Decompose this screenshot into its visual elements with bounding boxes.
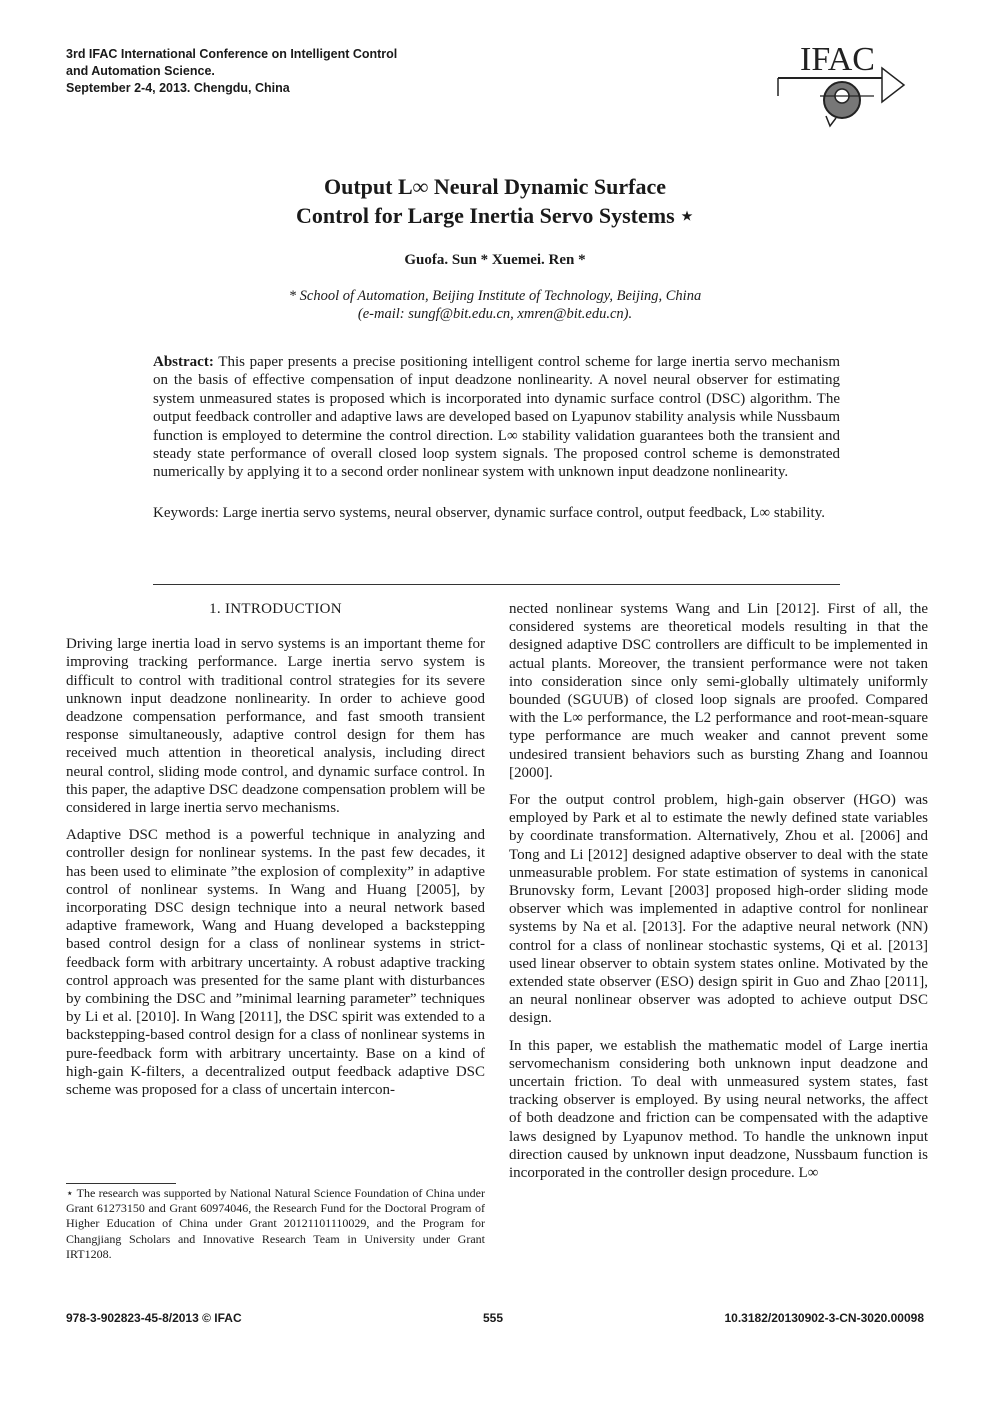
- abstract-text: This paper presents a precise positioning intelligent control scheme for large inertia servo mechanism on the basis of effective compensation of input deadzone nonlinearity. A novel neural observer for estimating system unmeasured states is proposed which is incorporated into dynamic surface control (DSC) algorithm. The output feedback controller and adaptive laws are developed based on Lyapunov stability analysis while Nussbaum function is employed to determine the control direction. L∞ stability validation guarantees both the transient and steady state performance of overall closed loop system signals. The proposed control scheme is demonstrated numerically by applying it to a second order nonlinear system with unknown input deadzone nonlinearity.: [153, 354, 840, 481]
- footnote-rule: [66, 1183, 176, 1184]
- conference-line-3: September 2-4, 2013. Chengdu, China: [66, 81, 290, 95]
- page-footer: [66, 1311, 924, 1327]
- paragraph: Driving large inertia load in servo systems is an important theme for improving tracking performance. Large inertia servo system is difficult to control with traditional control strategies for its severe unknown input deadzone nonlinearity. In order to achieve good deadzone compensation performance, and fast smooth transient response simultaneously, adaptive control design for them has received much attention in theoretical analysis, including direct neural control, sliding mode control, and dynamic surface control. In this paper, the adaptive DSC deadzone compensation problem will be considered in large inertia servo mechanisms.: [66, 636, 485, 817]
- left-column: [66, 600, 485, 1108]
- title-footnote-star: ⋆: [680, 203, 694, 228]
- affiliation-line-2: (e-mail: sungf@bit.edu.cn, xmren@bit.edu.cn).: [357, 306, 633, 322]
- paragraph: For the output control problem, high-gain observer (HGO) was employed by Park et al to estimate the newly defined state variables by coordinate transformation. Alternatively, Zhou et al. [2006] and Tong and Li [2012] designed adaptive observer to deal with the state unmeasurable problem. For state estimation of systems in canonical Brunovsky form, Levant [2003] proposed high-order sliding mode observer which was implemented in adaptive control for nonlinear systems by Na et al. [2013]. For the adaptive neural network (NN) control for a class of nonlinear stochastic systems, Qi et al. [2013] used linear observer to obtain system states online. Motivated by the extended state observer (ESO) design spirit in Guo and Zhao [2011], an neural nonlinear observer was adopted to achieve output DSC design.: [509, 792, 928, 1027]
- page-number: 555: [483, 1311, 504, 1325]
- abstract-bottom-rule: [153, 584, 840, 585]
- abstract: [153, 353, 840, 482]
- affiliation: [90, 287, 900, 323]
- affiliation-line-1: * School of Automation, Beijing Institute of Technology, Beijing, China: [288, 288, 702, 304]
- right-column: [509, 600, 928, 1191]
- keywords: Keywords: Large inertia servo systems, neural observer, dynamic surface control, output feedback, L∞ stability.: [153, 504, 825, 521]
- conference-line-2: and Automation Science.: [66, 64, 215, 78]
- paragraph: Adaptive DSC method is a powerful technique in analyzing and controller design for nonlinear systems. In the past few decades, it has been used to eliminate ”the explosion of complexity” in adaptive control of nonlinear systems. In Wang and Huang [2005], by incorporating DSC design technique into a neural network based adaptive framework, Wang and Huang developed a backstepping based control design for a class of nonlinear systems in strict-feedback form with arbitrary uncertainty. A robust adaptive tracking control approach was presented for the same plant with disturbances by combining the DSC and ”minimal learning parameter” techniques by Li et al. [2010]. In Wang [2011], the DSC spirit was extended to a backstepping-based control design for a class of nonlinear systems in pure-feedback form with arbitrary uncertainty. Base on a kind of high-gain K-filters, a decentralized output feedback adaptive DSC scheme was proposed for a class of uncertain intercon-: [66, 827, 485, 1099]
- abstract-block: [153, 353, 840, 522]
- paper-title-line-1: Output L∞ Neural Dynamic Surface: [323, 174, 666, 199]
- paper-title-line-2-text: Control for Large Inertia Servo Systems: [296, 203, 675, 228]
- authors: Guofa. Sun * Xuemei. Ren *: [404, 252, 586, 268]
- section-heading-introduction: 1. INTRODUCTION: [209, 601, 342, 617]
- paragraph: In this paper, we establish the mathematic model of Large inertia servomechanism considering both unknown input deadzone and uncertain friction. To deal with unmeasured system states, fast tracking observer is employed. By using neural networks, the affect of both deadzone and friction can be compensated with the adaptive laws designed by Lyapunov method. To handle the unknown input direction caused by unknown input deadzone, Nussbaum function is incorporated in the controller design procedure. L∞: [509, 1037, 928, 1182]
- title-block: [90, 172, 900, 323]
- footnote: ⋆ The research was supported by National Natural Science Foundation of China under Grant 61273150 and Grant 60974046, the Research Fund for the Doctoral Program of Higher Education of China under Grant 20121101110029, and the Program for Changjiang Scholars and Innovative Research Team in University under Grant IRT1208.: [66, 1186, 485, 1261]
- footer-doi: 10.3182/20130902-3-CN-3020.00098: [724, 1311, 924, 1325]
- paragraph: nected nonlinear systems Wang and Lin [2012]. First of all, the considered systems are theoretical models resulting in that the designed adaptive DSC controllers are difficult to be implemented in actual plants. Moreover, the transient performance were not taken into consideration since only semi-globally ultimately uniformly bounded (SGUUB) of closed loop signals are proofed. Compared with the L∞ performance, the L2 performance and root-mean-square type performance are much weaker and cannot prevent some undesired transient behaviors such as bursting Zhang and Ioannou [2000].: [509, 601, 928, 781]
- conference-header: [66, 46, 397, 97]
- conference-line-1: 3rd IFAC International Conference on Intelligent Control: [66, 47, 398, 61]
- ifac-logo-text: IFAC: [800, 41, 875, 78]
- ifac-logo: [770, 38, 910, 134]
- footer-isbn: 978-3-902823-45-8/2013 © IFAC: [66, 1311, 242, 1325]
- abstract-label: Abstract:: [153, 354, 214, 370]
- paper-title-line-2: [90, 201, 900, 230]
